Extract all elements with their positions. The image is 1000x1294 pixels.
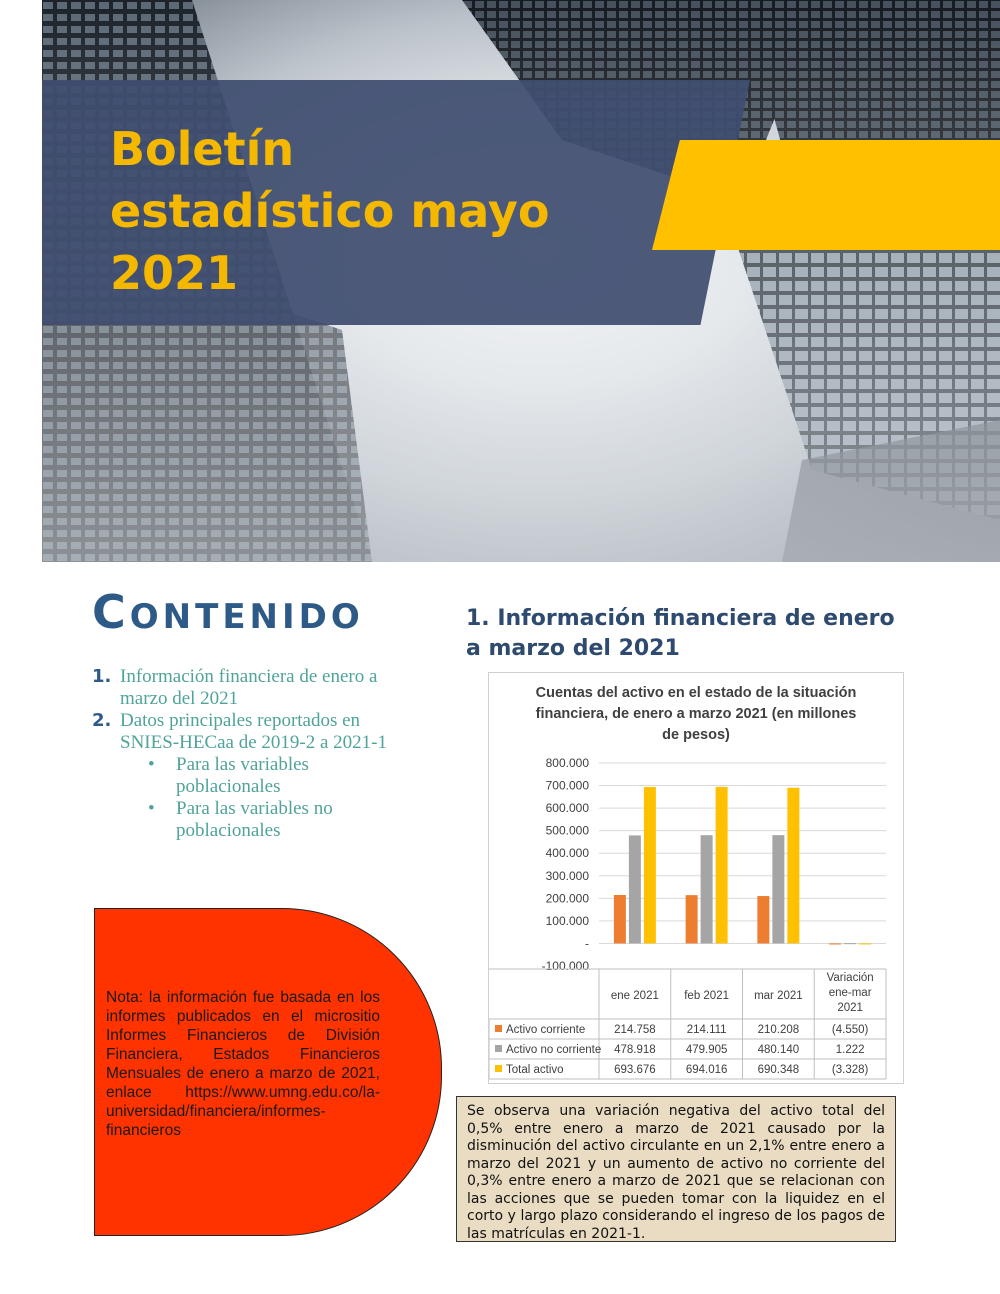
contents-heading-rest: ONTENIDO (129, 597, 364, 637)
title-line: 2021 (110, 246, 239, 300)
bar (844, 943, 856, 944)
y-tick-label: 100.000 (545, 913, 589, 928)
legend-label: Activo no corriente (506, 1044, 602, 1056)
toc-item-label: Datos principales reportados en SNIES-HECaa de 2019-2 a 2021-1 (120, 710, 388, 753)
bar (859, 943, 871, 944)
note-text: Nota: la información fue basada en los informes publicados en el micrositio Informes Financieros de División Financiera, Estados Financieros Mensuales de enero a marzo de 2021, enlace https://www.umng.edu.co/la-universidad/financiera/informes-financieros (106, 989, 380, 1139)
toc-number: 1. (92, 666, 112, 687)
legend-label: Activo corriente (506, 1024, 586, 1036)
data-label: 690.348 (757, 1064, 800, 1076)
bar (644, 787, 656, 943)
toc-subitem-population[interactable] (92, 754, 412, 798)
chart-title: Cuentas del activo en el estado de la situación financiera, de enero a marzo 2021 (en millones de pesos) (535, 685, 857, 743)
y-tick-label: 500.000 (545, 823, 589, 838)
bullet-icon: • (148, 798, 155, 819)
data-label: 478.918 (614, 1044, 656, 1056)
toc-item-snies[interactable] (92, 710, 412, 754)
bar (757, 896, 769, 943)
x-category-label: Variación (826, 972, 874, 984)
toc-subitem-label: Para las variables poblacionales (176, 754, 309, 797)
data-label: 479.905 (685, 1044, 728, 1056)
bar (701, 835, 713, 943)
bulletin-title (110, 118, 630, 304)
data-label: 694.016 (685, 1064, 728, 1076)
y-tick-label: 400.000 (545, 846, 589, 861)
data-label: 480.140 (757, 1044, 800, 1056)
toc-subitem-non-population[interactable] (92, 798, 412, 842)
data-label: (4.550) (831, 1024, 869, 1036)
summary-text: Se observa una variación negativa del activo total del 0,5% entre enero a marzo de 2021 causado por la disminución del activo circulante en un 2,1% entre enero a marzo del 2021 y un aumento de activo no corriente del 0,3% entre enero a marzo de 2021 que se relacionan con las acciones que se pueden tomar con la liquidez en el corto y largo plazo considerando el ingreso de los pagos de las matrículas en 2021-1. (467, 1103, 885, 1242)
data-label: 214.111 (686, 1024, 727, 1036)
title-line: estadístico mayo (110, 184, 550, 238)
y-tick-label: 200.000 (545, 891, 589, 906)
bullet-icon: • (148, 754, 155, 775)
bar (772, 835, 784, 943)
bar (629, 835, 641, 943)
legend-swatch (495, 1065, 502, 1072)
data-label: 693.676 (614, 1064, 656, 1076)
x-category-label: feb 2021 (684, 990, 730, 1002)
y-tick-label: - (585, 936, 589, 951)
legend-swatch (495, 1045, 502, 1052)
chart-container (488, 672, 904, 1084)
section-title: 1. Información financiera de enero a marzo del 2021 (466, 606, 895, 661)
contents-heading (92, 585, 364, 639)
accent-banner (652, 140, 1000, 250)
toc-subitem-label: Para las variables no poblacionales (176, 798, 333, 841)
data-label: 214.758 (614, 1024, 656, 1036)
y-tick-label: 700.000 (545, 778, 589, 793)
toc-number: 2. (92, 710, 112, 731)
data-label: (3.328) (831, 1064, 869, 1076)
bar (787, 788, 799, 944)
data-label: 210.208 (757, 1024, 800, 1036)
bar (829, 943, 841, 944)
y-tick-label: -100.000 (541, 959, 589, 973)
contents-heading-initial: C (92, 585, 130, 639)
legend-swatch (495, 1025, 502, 1032)
y-tick-label: 300.000 (545, 868, 589, 883)
summary-box (456, 1096, 896, 1242)
x-category-label: 2021 (837, 1002, 863, 1014)
x-category-label: ene 2021 (610, 990, 659, 1002)
title-line: Boletín (110, 122, 295, 176)
legend-label: Total activo (506, 1064, 564, 1076)
y-tick-label: 800.000 (545, 756, 589, 770)
x-category-label: ene-mar (828, 987, 872, 999)
y-tick-label: 600.000 (545, 801, 589, 816)
bar (614, 895, 626, 943)
data-label: 1.222 (835, 1044, 865, 1056)
bar (716, 787, 728, 944)
toc-item-label: Información financiera de enero a marzo del 2021 (120, 666, 378, 709)
toc-item-financial[interactable] (92, 666, 412, 710)
x-category-label: mar 2021 (754, 990, 803, 1002)
table-of-contents (92, 666, 412, 842)
bar (686, 895, 698, 943)
